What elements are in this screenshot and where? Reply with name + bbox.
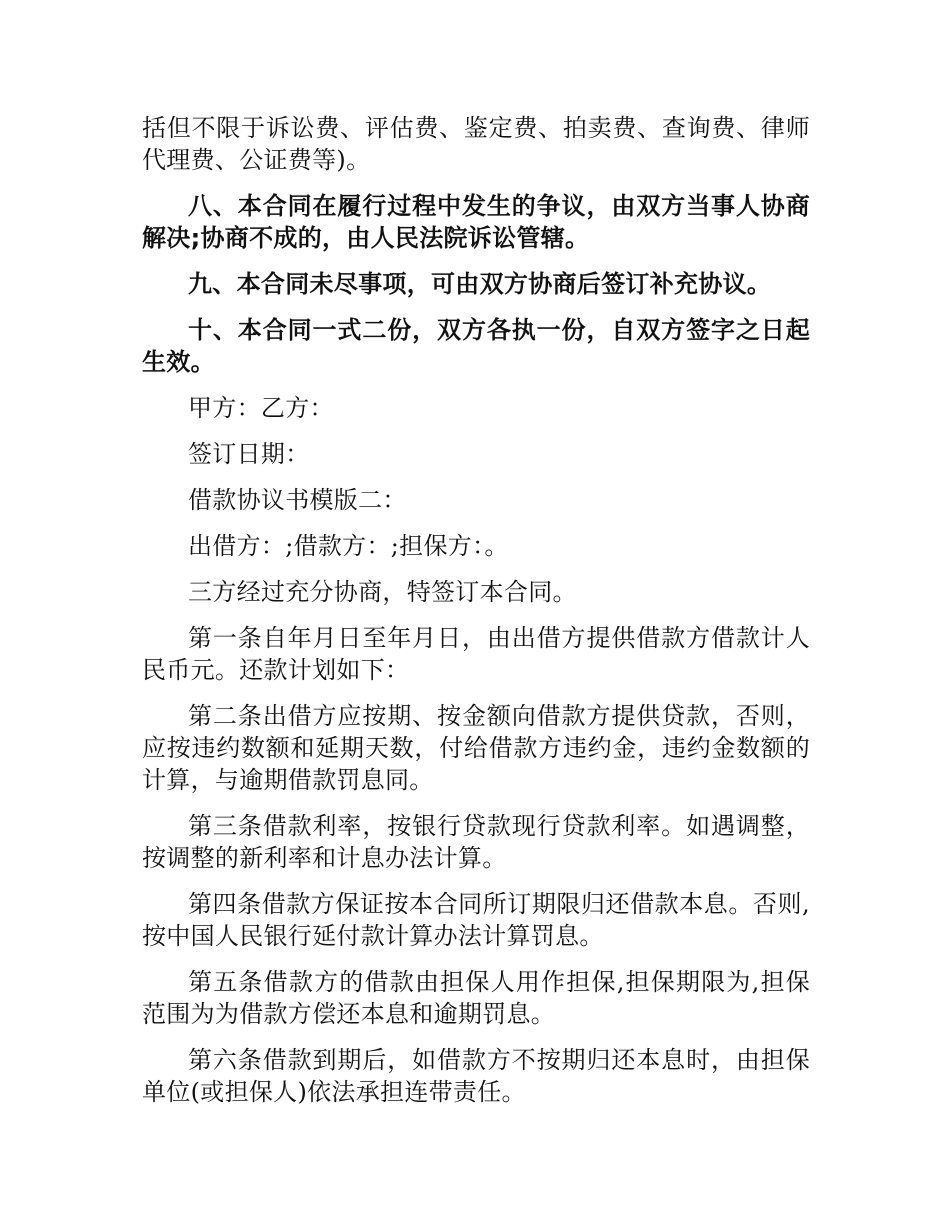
clause-ten: 十、本合同一式二份，双方各执一份，自双方签字之日起生效。 [142, 316, 810, 376]
article-five: 第五条借款方的借款由担保人用作担保,担保期限为,担保范围为为借款方偿还本息和逾期罚息。 [142, 968, 810, 1028]
article-six: 第六条借款到期后，如借款方不按期归还本息时，由担保单位(或担保人)依法承担连带责任。 [142, 1046, 810, 1106]
agreement-intro: 三方经过充分协商，特签订本合同。 [188, 578, 577, 606]
signing-date: 签订日期： [188, 440, 310, 468]
article-three: 第三条借款利率，按银行贷款现行贷款利率。如遇调整，按调整的新利率和计息办法计算。 [142, 812, 810, 872]
clause-eight: 八、本合同在履行过程中发生的争议，由双方当事人协商解决;协商不成的，由人民法院诉讼管辖。 [142, 192, 810, 252]
article-four: 第四条借款方保证按本合同所订期限归还借款本息。否则,按中国人民银行延付款计算办法计算罚息。 [142, 890, 810, 950]
paragraph-costs-continued: 括但不限于诉讼费、评估费、鉴定费、拍卖费、查询费、律师代理费、公证费等)。 [142, 114, 810, 174]
clause-nine: 九、本合同未尽事项，可由双方协商后签订补充协议。 [188, 270, 772, 298]
document-page [142, 112, 810, 1122]
template-two-heading: 借款协议书模版二： [188, 486, 407, 514]
article-two: 第二条出借方应按期、按金额向借款方提供贷款，否则，应按违约数额和延期天数，付给借款方违约金，违约金数额的计算，与逾期借款罚息同。 [142, 702, 810, 794]
parties-line: 出借方：;借款方：;担保方：。 [188, 532, 509, 560]
party-signatures: 甲方：乙方： [188, 394, 334, 422]
article-one: 第一条自年月日至年月日，由出借方提供借款方借款计人民币元。还款计划如下： [142, 624, 810, 684]
